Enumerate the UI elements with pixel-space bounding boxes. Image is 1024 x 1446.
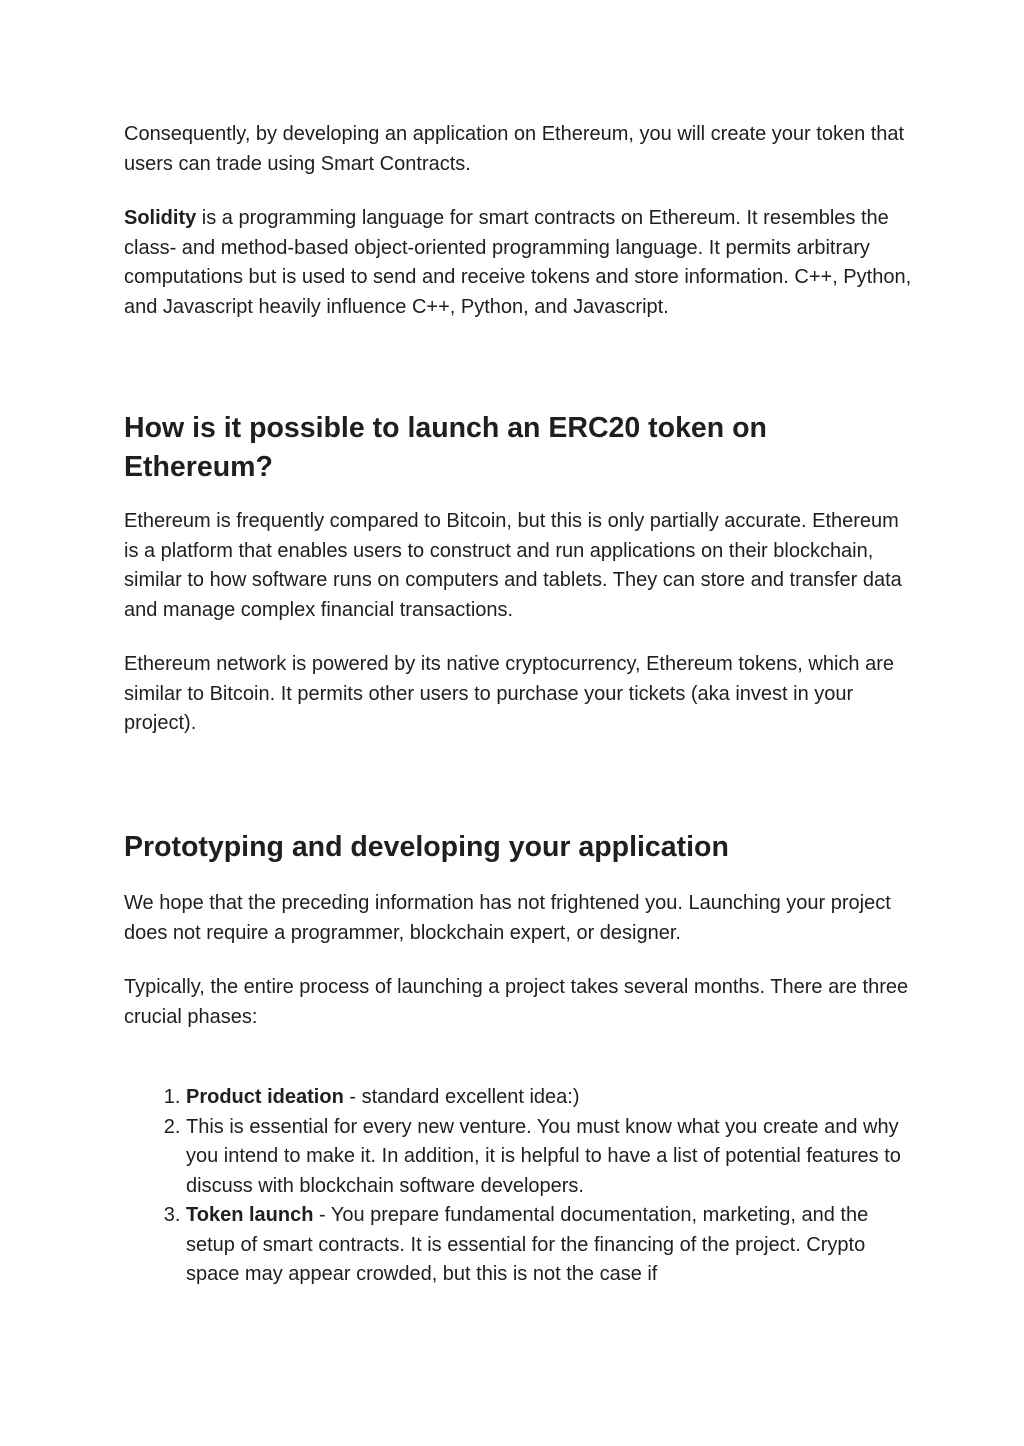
section-heading-prototyping: Prototyping and developing your application [124,830,729,863]
list-item [186,1083,914,1113]
phases-list [124,1083,914,1290]
document-page [124,120,914,1290]
list-item-text: - standard excellent idea:) [343,1086,580,1108]
list-item-bold: Token launch [186,1204,314,1226]
solidity-term: Solidity [124,207,197,229]
list-item-text: This is essential for every new venture. You must know what you create and why you intend to make it. In addition, it is helpful to have a list of potential features to discuss with blockchain software developers. [186,1115,901,1197]
list-item [186,1113,914,1202]
list-item [186,1201,914,1290]
intro-paragraph-2-text: is a programming language for smart contracts on Ethereum. It resembles the class- and method-based object-oriented programming language. It permits arbitrary computations but is used to send and receive tokens and store information. C++, Python, and Javascript heavily influence C++, Python, and Javascript. [124,207,912,318]
list-item-text: - You prepare fundamental documentation, marketing, and the setup of smart contracts. It is essential for the financing of the project. Crypto space may appear crowded, but this is not the case if [186,1204,869,1285]
section1-paragraph-1: Ethereum is frequently compared to Bitcoin, but this is only partially accurate. Ethereum is a platform that enables users to construct and run applications on their blockchain, similar to how software runs on computers and tablets. They can store and transfer data and manage complex financial transactions. [124,510,902,621]
section-heading-erc20: How is it possible to launch an ERC20 token on Ethereum? [124,412,767,483]
section2-paragraph-2: Typically, the entire process of launching a project takes several months. There are three crucial phases: [124,976,909,1028]
intro-paragraph-2 [124,204,914,322]
section1-paragraph-2: Ethereum network is powered by its native cryptocurrency, Ethereum tokens, which are similar to Bitcoin. It permits other users to purchase your tickets (aka invest in your project). [124,653,894,734]
section2-paragraph-1: We hope that the preceding information has not frightened you. Launching your project does not require a programmer, blockchain expert, or designer. [124,892,891,944]
list-item-bold: Product ideation [186,1086,344,1108]
intro-paragraph-1: Consequently, by developing an application on Ethereum, you will create your token that users can trade using Smart Contracts. [124,123,905,175]
